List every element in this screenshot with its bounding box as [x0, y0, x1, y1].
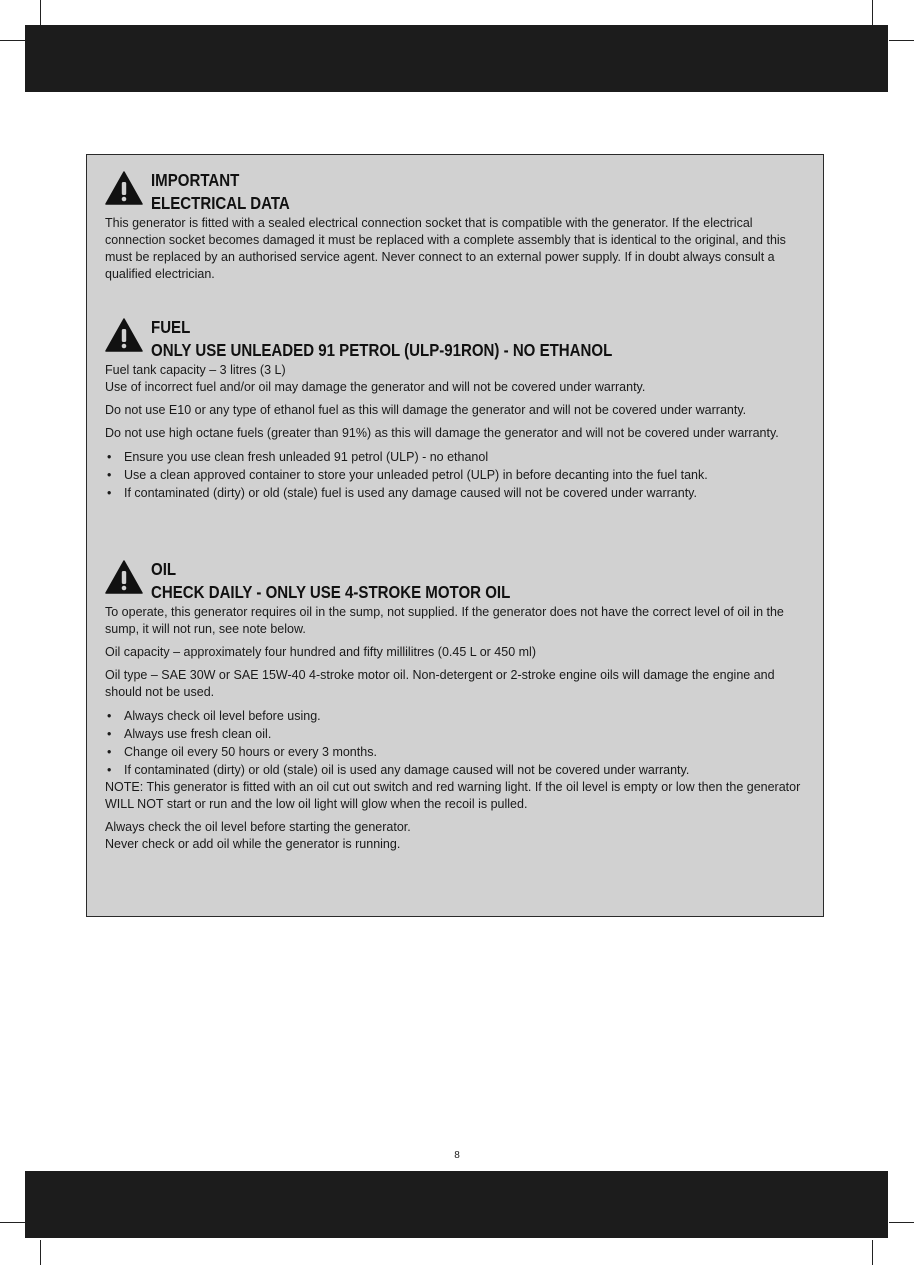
- oil-title-2: CHECK DAILY - ONLY USE 4-STROKE MOTOR OIL: [151, 582, 511, 602]
- electrical-title-1: IMPORTANT: [151, 170, 240, 190]
- crop-mark: [0, 40, 25, 41]
- list-item: • Change oil every 50 hours or every 3 months.: [105, 743, 809, 761]
- oil-section: [105, 558, 809, 853]
- list-item: • If contaminated (dirty) or old (stale) oil is used any damage caused will not be covered under warranty.: [105, 761, 809, 779]
- electrical-body: This generator is fitted with a sealed electrical connection socket that is compatible with the generator. If the electrical connection socket becomes damaged it must be replaced with a complete assembly that is identical to the original, and this must be replaced by an authorised service agent. Never connect to an external power supply. If in doubt always consult a qualified electrician.: [105, 216, 786, 281]
- oil-check-before: Always check the oil level before starting the generator.: [105, 820, 411, 834]
- oil-title-1: OIL: [151, 559, 177, 579]
- fuel-title-2: ONLY USE UNLEADED 91 PETROL (ULP-91RON) - NO ETHANOL: [151, 340, 613, 360]
- oil-heading: [105, 558, 809, 604]
- crop-mark: [872, 1240, 873, 1265]
- list-item: • If contaminated (dirty) or old (stale) fuel is used any damage caused will not be covered under warranty.: [105, 484, 809, 502]
- crop-mark: [889, 40, 914, 41]
- oil-note: NOTE: This generator is fitted with an oil cut out switch and red warning light. If the oil level is empty or low then the generator WILL NOT start or run and the low oil light will glow when the recoil is pulled.: [105, 780, 801, 811]
- warning-icon: [105, 171, 143, 205]
- footer-bar: [25, 1171, 888, 1238]
- fuel-incorrect-warning: Use of incorrect fuel and/or oil may damage the generator and will not be covered under warranty.: [105, 380, 646, 394]
- crop-mark: [40, 0, 41, 25]
- electrical-title-2: ELECTRICAL DATA: [151, 193, 290, 213]
- fuel-no-high-octane: Do not use high octane fuels (greater than 91%) as this will damage the generator and will not be covered under warranty.: [105, 426, 779, 440]
- crop-mark: [0, 1222, 25, 1223]
- page-number: 8: [454, 1150, 460, 1161]
- crop-mark: [889, 1222, 914, 1223]
- warning-panel: [86, 154, 824, 917]
- fuel-title-1: FUEL: [151, 317, 191, 337]
- oil-type: Oil type – SAE 30W or SAE 15W-40 4-stroke motor oil. Non-detergent or 2-stroke engine oils will damage the engine and should not be used.: [105, 668, 775, 699]
- warning-icon: [105, 318, 143, 352]
- oil-bullet-list: [105, 707, 809, 779]
- list-item: • Always check oil level before using.: [105, 707, 809, 725]
- fuel-heading: [105, 316, 809, 362]
- fuel-bullet-list: [105, 448, 809, 502]
- list-item: • Ensure you use clean fresh unleaded 91 petrol (ULP) - no ethanol: [105, 448, 809, 466]
- fuel-section: [105, 316, 809, 502]
- oil-capacity: Oil capacity – approximately four hundred and fifty millilitres (0.45 L or 450 ml): [105, 645, 536, 659]
- oil-never-check: Never check or add oil while the generator is running.: [105, 837, 401, 851]
- list-item: • Use a clean approved container to store your unleaded petrol (ULP) in before decanting into the fuel tank.: [105, 466, 809, 484]
- list-item: • Always use fresh clean oil.: [105, 725, 809, 743]
- oil-intro: To operate, this generator requires oil in the sump, not supplied. If the generator does not have the correct level of oil in the sump, it will not run, see note below.: [105, 605, 784, 636]
- header-bar: [25, 25, 888, 92]
- electrical-section: [105, 169, 809, 283]
- fuel-no-e10: Do not use E10 or any type of ethanol fuel as this will damage the generator and will not be covered under warranty.: [105, 403, 747, 417]
- fuel-capacity: Fuel tank capacity – 3 litres (3 L): [105, 363, 286, 377]
- crop-mark: [40, 1240, 41, 1265]
- crop-mark: [872, 0, 873, 25]
- warning-icon: [105, 560, 143, 594]
- electrical-heading: [105, 169, 809, 215]
